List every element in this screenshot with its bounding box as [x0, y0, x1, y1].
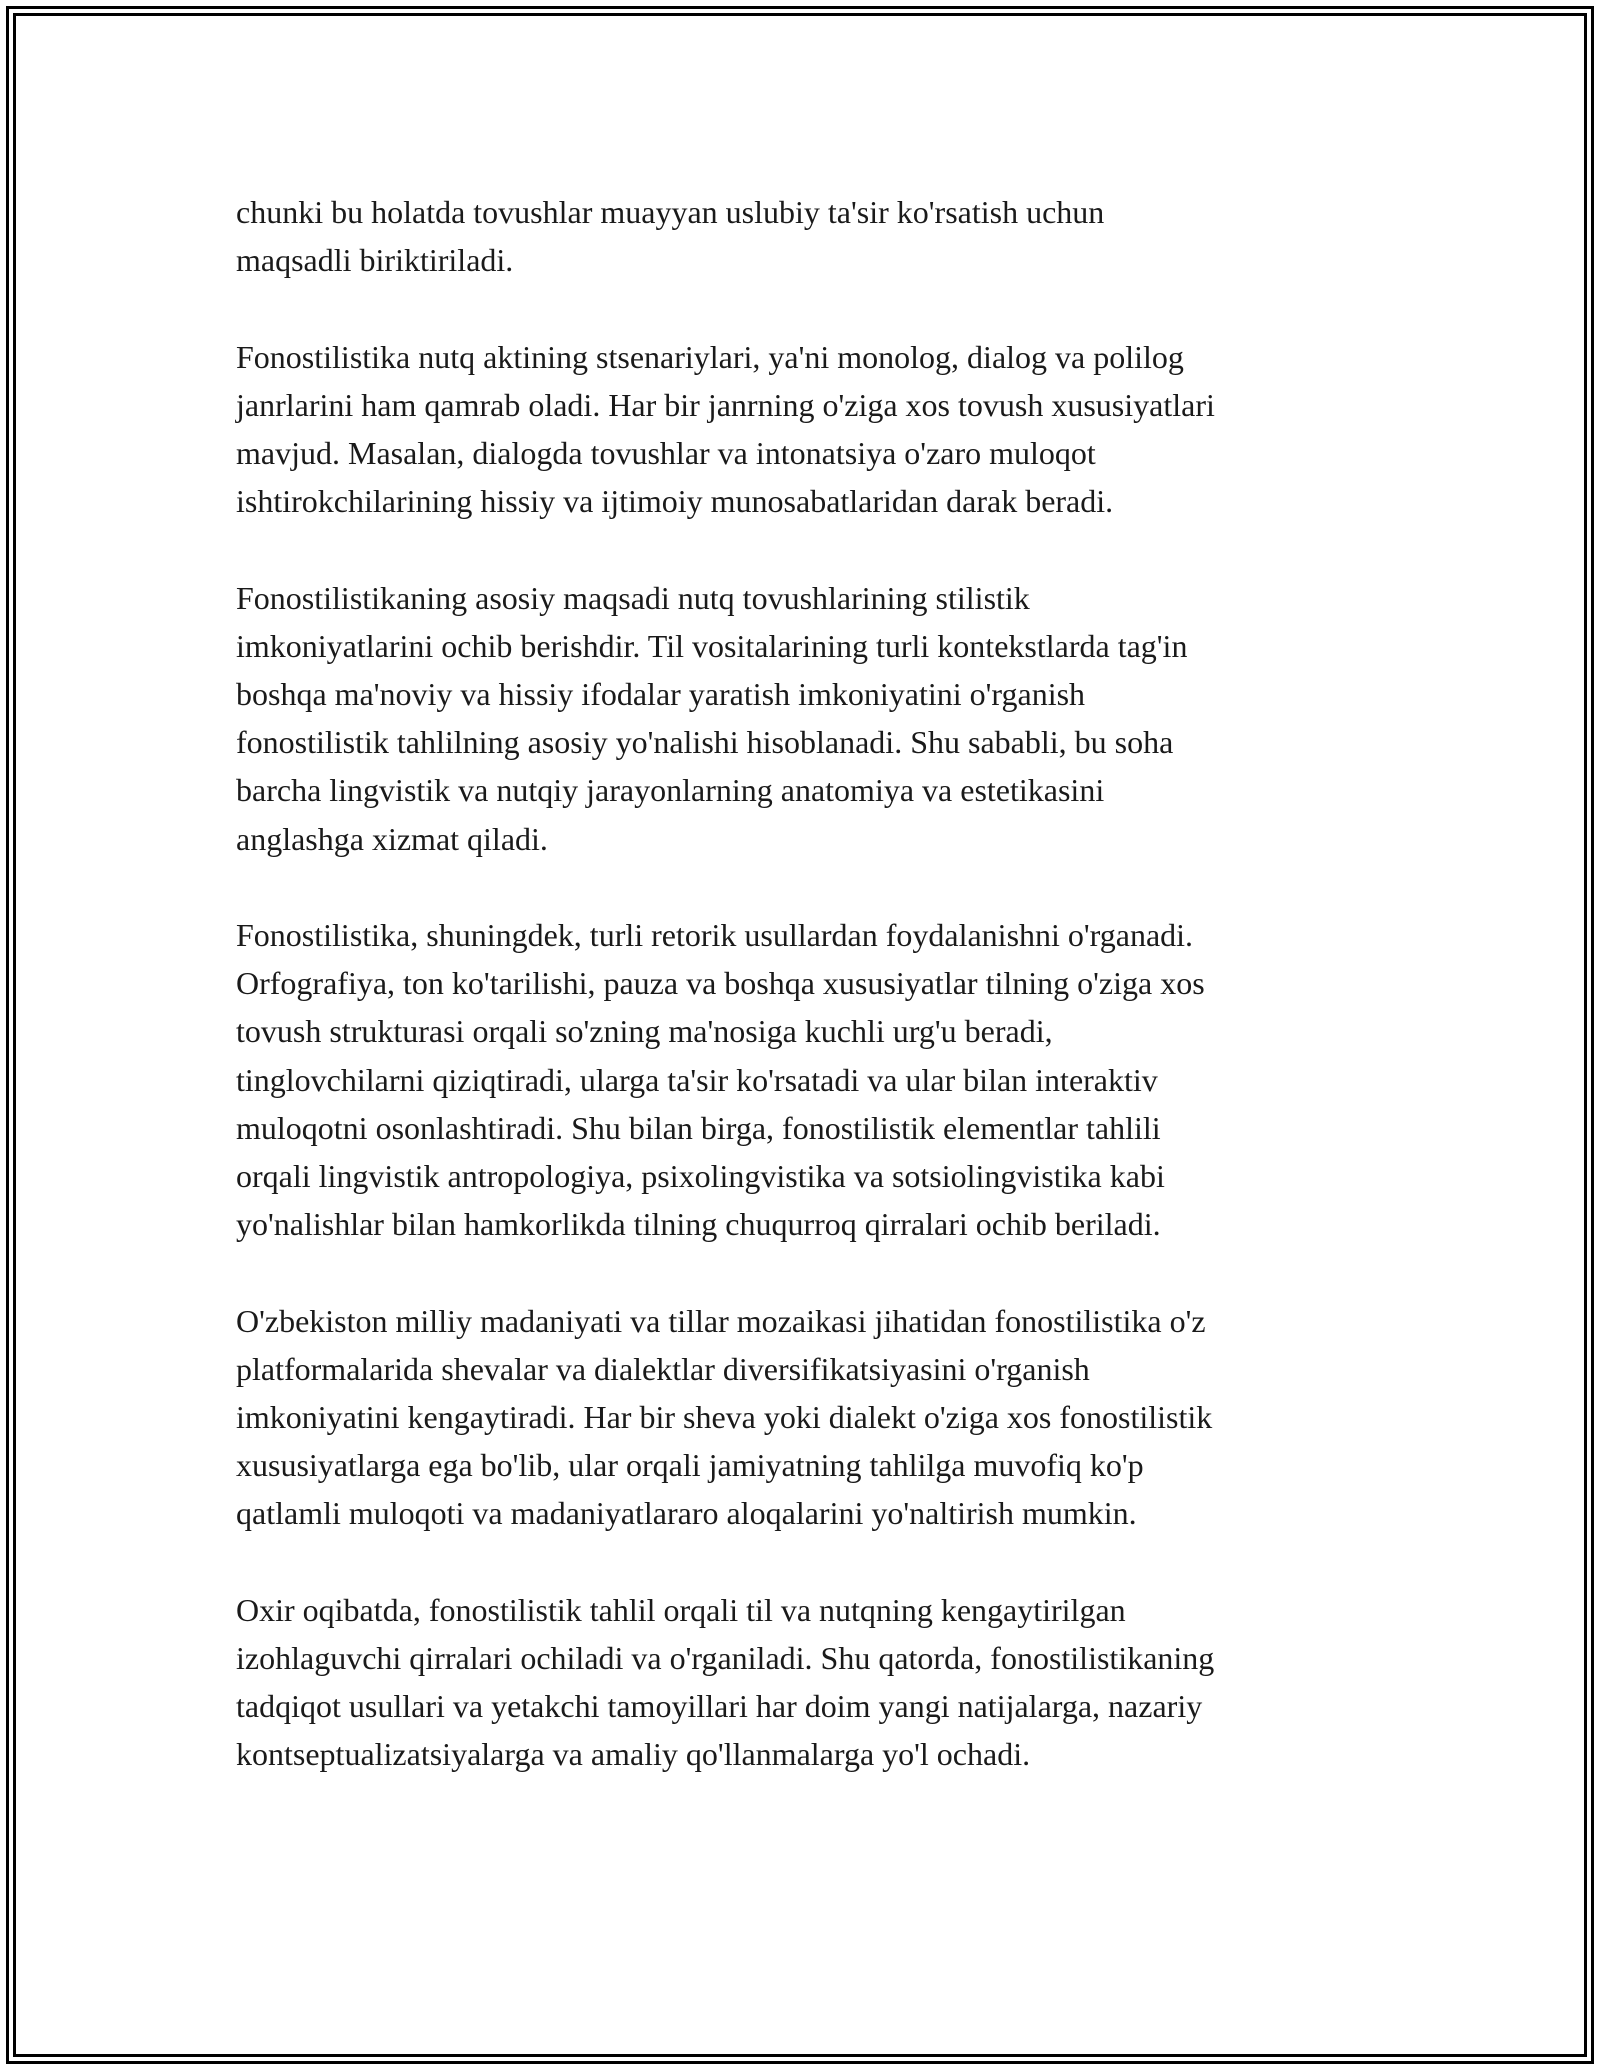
- text-line: izohlaguvchi qirralari ochiladi va o'rganiladi. Shu qatorda, fonostilistikaning: [236, 1640, 1215, 1677]
- text-line: imkoniyatini kengaytiradi. Har bir sheva yoki dialekt o'ziga xos fonostilistik: [236, 1399, 1213, 1436]
- text-line: xususiyatlarga ega bo'lib, ular orqali jamiyatning tahlilga muvofiq ko'p: [236, 1447, 1144, 1484]
- paragraph: [236, 188, 1366, 284]
- text-line: Oxir oqibatda, fonostilistik tahlil orqali til va nutqning kengaytirilgan: [236, 1591, 1126, 1628]
- text-line: kontseptualizatsiyalarga va amaliy qo'llanmalarga yo'l ochadi.: [236, 1736, 1031, 1773]
- paragraph: [236, 333, 1366, 526]
- text-line: janrlarini ham qamrab oladi. Har bir janrning o'ziga xos tovush xususiyatlari: [236, 386, 1215, 423]
- text-line: fonostilistik tahlilning asosiy yo'nalishi hisoblanadi. Shu sababli, bu soha: [236, 724, 1174, 761]
- document-body: [236, 188, 1366, 1779]
- text-line: boshqa ma'noviy va hissiy ifodalar yaratish imkoniyatini o'rganish: [236, 676, 1086, 712]
- paragraph: [236, 911, 1366, 1248]
- text-line: Orfografiya, ton ko'tarilishi, pauza va boshqa xususiyatlar tilning o'ziga xos: [236, 965, 1205, 1002]
- text-line: Fonostilistikaning asosiy maqsadi nutq tovushlarining stilistik: [236, 579, 1030, 616]
- text-line: orqali lingvistik antropologiya, psixolingvistika va sotsiolingvistika kabi: [236, 1158, 1165, 1195]
- text-line: maqsadli biriktiriladi.: [236, 242, 514, 279]
- text-line: ishtirokchilarining hissiy va ijtimoiy munosabatlaridan darak beradi.: [236, 483, 1114, 520]
- text-line: tovush strukturasi orqali so'zning ma'nosiga kuchli urg'u beradi,: [236, 1013, 1053, 1050]
- text-line: Fonostilistika, shuningdek, turli retorik usullardan foydalanishni o'rganadi.: [236, 917, 1194, 953]
- text-line: O'zbekiston milliy madaniyati va tillar mozaikasi jihatidan fonostilistika o'z: [236, 1302, 1206, 1339]
- paragraph: [236, 574, 1366, 863]
- text-line: tadqiqot usullari va yetakchi tamoyillari har doim yangi natijalarga, nazariy: [236, 1688, 1203, 1725]
- text-line: platformalarida shevalar va dialektlar diversifikatsiyasini o'rganish: [236, 1350, 1090, 1387]
- text-line: barcha lingvistik va nutqiy jarayonlarning anatomiya va estetikasini: [236, 772, 1105, 809]
- text-line: mavjud. Masalan, dialogda tovushlar va intonatsiya o'zaro muloqot: [236, 435, 1096, 471]
- text-line: qatlamli muloqoti va madaniyatlararo aloqalarini yo'naltirish mumkin.: [236, 1495, 1137, 1532]
- text-line: muloqotni osonlashtiradi. Shu bilan birga, fonostilistik elementlar tahlili: [236, 1109, 1161, 1146]
- text-line: anglashga xizmat qiladi.: [236, 820, 548, 857]
- text-line: imkoniyatlarini ochib berishdir. Til vositalarining turli kontekstlarda tag'in: [236, 627, 1188, 664]
- text-line: Fonostilistika nutq aktining stsenariylari, ya'ni monolog, dialog va polilog: [236, 338, 1184, 375]
- text-line: chunki bu holatda tovushlar muayyan uslubiy ta'sir ko'rsatish uchun: [236, 194, 1105, 230]
- text-line: tinglovchilarni qiziqtiradi, ularga ta'sir ko'rsatadi va ular bilan interaktiv: [236, 1061, 1158, 1098]
- paragraph: [236, 1297, 1366, 1538]
- paragraph: [236, 1586, 1366, 1779]
- text-line: yo'nalishlar bilan hamkorlikda tilning chuqurroq qirralari ochib beriladi.: [236, 1206, 1161, 1243]
